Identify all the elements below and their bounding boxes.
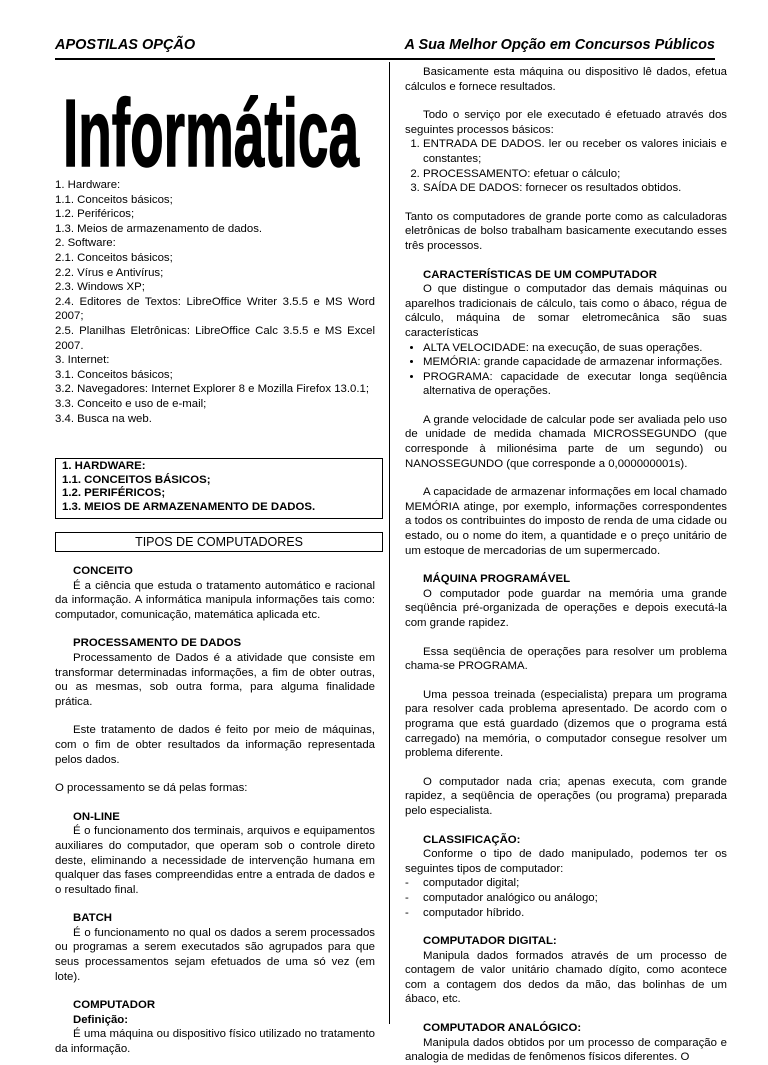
toc-item: 2.5. Planilhas Eletrônicas: LibreOffice Calc 3.5.5 e MS Excel 2007. xyxy=(55,324,375,352)
list-item: - computador analógico ou análogo; xyxy=(405,891,727,906)
paragraph: É o funcionamento dos terminais, arquivos e equipamentos auxiliares do computador, que operam sob o controle direto deste, eliminando a necessidade de intervenção humana em qualquer das fases compreendidas entre a entrada de dados e o resultado final. xyxy=(55,825,375,896)
logo-lettering: Informática xyxy=(63,80,360,174)
list-item: • ALTA VELOCIDADE: na execução, de suas operações. xyxy=(423,341,727,356)
paragraph: Processamento de Dados é a atividade que consiste em transformar determinadas informações, a fim de obter outras, ou as mesmas, sob outra forma, para alguma finalidade prática. xyxy=(55,651,375,708)
process-steps-list xyxy=(405,137,727,195)
list-item: 3. SAÍDA DE DADOS: fornecer os resultados obtidos. xyxy=(423,181,727,196)
toc-item: 3. Internet: xyxy=(55,354,110,367)
toc-item: 1.3. Meios de armazenamento de dados. xyxy=(55,222,263,235)
toc-item: 2.2. Vírus e Antivírus; xyxy=(55,266,164,279)
toc-item: 2. Software: xyxy=(55,237,116,250)
paragraph: O processamento se dá pelas formas: xyxy=(55,782,248,795)
header-slogan: A Sua Melhor Opção em Concursos Públicos xyxy=(404,37,715,53)
heading-maquina-programavel: MÁQUINA PROGRAMÁVEL xyxy=(423,573,571,586)
toc-item: 3.2. Navegadores: Internet Explorer 8 e Mozilla Firefox 13.0.1; xyxy=(55,383,370,396)
paragraph: Tanto os computadores de grande porte como as calculadoras eletrônicas de bolso trabalham basicamente executando esses três processos. xyxy=(405,210,727,252)
right-column-body xyxy=(405,65,727,1065)
list-item: 2. PROCESSAMENTO: efetuar o cálculo; xyxy=(423,167,727,182)
list-item: 1. ENTRADA DE DADOS. ler ou receber os valores iniciais e constantes; xyxy=(423,137,727,166)
characteristics-list xyxy=(405,341,727,399)
paragraph: Uma pessoa treinada (especialista) prepara um programa para resolver cada problema apresentado. De acordo com o programa que está guardado (dizemos que o programa está carregado) na memória, o computador consegue resolver um problema diferente. xyxy=(405,688,727,760)
table-of-contents xyxy=(55,178,375,426)
paragraph: Este tratamento de dados é feito por meio de máquinas, com o fim de obter resultados da informação representada pelos dados. xyxy=(55,724,375,766)
heading-conceito: CONCEITO xyxy=(73,565,133,577)
toc-item: 3.3. Conceito e uso de e-mail; xyxy=(55,397,207,410)
heading-computador-digital: COMPUTADOR DIGITAL: xyxy=(423,935,557,948)
list-item: • MEMÓRIA: grande capacidade de armazenar informações. xyxy=(423,355,727,370)
hardware-topic-line: 1.1. CONCEITOS BÁSICOS; xyxy=(62,473,211,486)
paragraph: É o funcionamento no qual os dados a serem processados ou programas a serem executados são agrupados para que seus processamentos sejam efetuados de uma só vez (em lote). xyxy=(55,926,375,983)
list-item: • PROGRAMA: capacidade de executar longa seqüência alternativa de operações. xyxy=(423,370,727,399)
paragraph: Conforme o tipo de dado manipulado, podemos ter os seguintes tipos de computador: xyxy=(405,848,727,875)
list-item: - computador híbrido. xyxy=(405,906,727,921)
paragraph: É a ciência que estuda o tratamento automático e racional da informação. A informática manipula informações tais como: computador, comunicação, matemática aplicada etc. xyxy=(55,579,375,621)
list-item: - computador digital; xyxy=(405,876,727,891)
hardware-topic-box xyxy=(55,458,383,519)
heading-computador-analogico: COMPUTADOR ANALÓGICO: xyxy=(423,1022,582,1035)
paragraph: O que distingue o computador das demais máquinas ou aparelhos tradicionais de cálculo, tais como o ábaco, régua de cálculo, máquina de somar eletromecânica são suas características xyxy=(405,283,727,339)
toc-item: 3.1. Conceitos básicos; xyxy=(55,368,173,381)
hardware-topic-line: 1.2. PERIFÉRICOS; xyxy=(62,487,166,499)
toc-item: 1.1. Conceitos básicos; xyxy=(55,193,173,206)
paragraph: Manipula dados obtidos por um processo de comparação e analogia de medidas de fenômenos físicos diferentes. O xyxy=(405,1036,727,1064)
heading-definicao: Definição: xyxy=(73,1013,129,1026)
computer-types-list xyxy=(405,876,727,920)
hardware-topic-line: 1. HARDWARE: xyxy=(62,460,146,472)
toc-item: 1. Hardware: xyxy=(55,179,121,191)
hardware-topic-line: 1.3. MEIOS DE ARMAZENAMENTO DE DADOS. xyxy=(62,500,316,513)
heading-caracteristicas: CARACTERÍSTICAS DE UM COMPUTADOR xyxy=(423,268,657,281)
toc-item: 3.4. Busca na web. xyxy=(55,412,152,425)
paragraph: Manipula dados formados através de um processo de contagem de valor unitário chamado dígito, como acontece com a contagem dos dedos da mão, das bolinhas de um ábaco, etc. xyxy=(405,949,727,1006)
paragraph: Essa seqüência de operações para resolver um problema chama-se PROGRAMA. xyxy=(405,645,727,673)
toc-item: 2.1. Conceitos básicos; xyxy=(55,251,173,264)
heading-processamento: PROCESSAMENTO DE DADOS xyxy=(73,637,242,650)
left-column-body xyxy=(55,564,375,1057)
page-header xyxy=(55,36,715,60)
heading-batch: BATCH xyxy=(73,912,113,925)
paragraph: É uma máquina ou dispositivo físico utilizado no tratamento da informação. xyxy=(55,1028,375,1056)
header-publisher: APOSTILAS OPÇÃO xyxy=(55,37,196,53)
column-divider xyxy=(389,62,390,1024)
paragraph: O computador pode guardar na memória uma grande seqüência pré-organizada de operações e depois executá-la com grande rapidez. xyxy=(405,587,727,629)
heading-computador: COMPUTADOR xyxy=(73,999,156,1012)
toc-item: 2.4. Editores de Textos: LibreOffice Writer 3.5.5 e MS Word 2007; xyxy=(55,295,375,323)
informatica-logo xyxy=(63,78,361,174)
paragraph: Todo o serviço por ele executado é efetuado através dos seguintes processos básicos: xyxy=(405,109,727,136)
paragraph: O computador nada cria; apenas executa, com grande rapidez, a seqüência de operações (ou programa) preparada pelo especialista. xyxy=(405,775,727,817)
toc-item: 2.3. Windows XP; xyxy=(55,281,145,294)
toc-item: 1.2. Periféricos; xyxy=(55,208,135,221)
heading-online: ON-LINE xyxy=(73,810,120,823)
paragraph: A grande velocidade de calcular pode ser avaliada pelo uso de unidade de medida chamada MICROSSEGUNDO (que corresponde à milionésima parte de um segundo) ou NANOSSEGUNDO (que corresponde a 0,000000001s). xyxy=(405,413,727,470)
section-title: TIPOS DE COMPUTADORES xyxy=(55,532,383,552)
paragraph: Basicamente esta máquina ou dispositivo lê dados, efetua cálculos e fornece resultados. xyxy=(405,66,727,93)
heading-classificacao: CLASSIFICAÇÃO: xyxy=(423,833,521,846)
paragraph: A capacidade de armazenar informações em local chamado MEMÓRIA atinge, por exemplo, informações correspondentes a todos os contribuintes do imposto de renda de uma cidade ou estado, ou o nome do item, a quantidade e o preço unitário de um estoque de mercadorias de um supermercado. xyxy=(405,486,727,557)
